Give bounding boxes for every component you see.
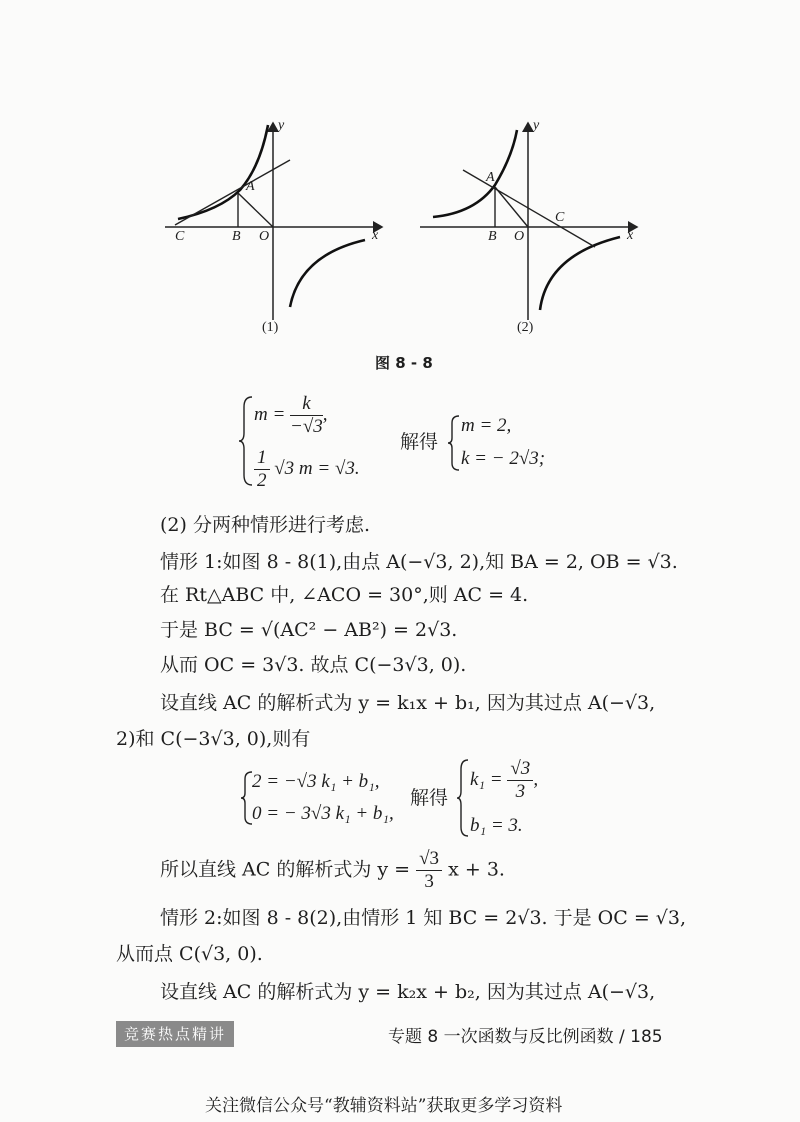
sys2-r1-fraction xyxy=(507,758,533,803)
system2-result2: b₁ = 3. xyxy=(470,815,523,836)
label-x-2: x xyxy=(627,228,634,243)
p8-rhs: x + 3. xyxy=(448,858,505,881)
figure-panel-2 xyxy=(415,115,645,330)
sys1-l1-lhs: m = xyxy=(254,403,291,425)
sys1-l1-den: −√3 xyxy=(290,416,323,437)
sys2-r1-den: 3 xyxy=(515,781,526,802)
system2-result1 xyxy=(470,758,538,803)
system1-result2: k = − 2√3; xyxy=(461,448,546,469)
label-o-2: O xyxy=(514,229,525,244)
label-c-2: C xyxy=(555,210,565,225)
system2-solve: 解得 xyxy=(410,787,449,809)
label-y-2: y xyxy=(533,118,540,133)
p8-lhs: 所以直线 AC 的解析式为 y = xyxy=(160,858,417,881)
label-c-1: C xyxy=(175,229,185,244)
sys1-l2-fraction xyxy=(254,447,270,492)
para-oc: 从而 OC = 3√3. 故点 C(−3√3, 0). xyxy=(160,654,467,676)
system2-line1: 2 = −√3 k₁ + b₁, xyxy=(252,771,380,792)
sys1-l1-num: k xyxy=(290,393,323,416)
system1-line2 xyxy=(254,447,360,492)
system1-solve: 解得 xyxy=(400,431,439,453)
para-case2: 情形 2:如图 8 - 8(2),由情形 1 知 BC = 2√3. 于是 OC = √3, xyxy=(160,907,687,929)
bottom-note: 关注微信公众号“教辅资料站”获取更多学习资料 xyxy=(205,1096,563,1116)
segment-ao xyxy=(238,193,273,227)
hyperbola-branch-lower-right xyxy=(540,237,620,310)
left-brace-1 xyxy=(238,395,254,487)
para-bc: 于是 BC = √(AC² − AB²) = 2√3. xyxy=(160,619,458,641)
para-case2-c: 从而点 C(√3, 0). xyxy=(116,943,263,965)
sys2-r1-num: √3 xyxy=(507,758,533,781)
sys1-l2-rest: √3 m = √3. xyxy=(274,457,360,479)
p8-fraction xyxy=(416,848,442,893)
para-line-ac-2: 设直线 AC 的解析式为 y = k₂x + b₂, 因为其过点 A(−√3, xyxy=(160,981,656,1003)
sys1-l1-end: , xyxy=(322,403,328,425)
system1-result1: m = 2, xyxy=(461,415,512,436)
para-line-ac-cont: 2)和 C(−3√3, 0),则有 xyxy=(116,728,311,750)
system2-line2: 0 = − 3√3 k₁ + b₁, xyxy=(252,803,394,824)
sys2-r1-lhs: k₁ = xyxy=(470,768,508,790)
p8-den: 3 xyxy=(424,871,434,892)
label-a-2: A xyxy=(486,170,495,185)
label-x-1: x xyxy=(372,228,379,243)
p8-num: √3 xyxy=(416,848,442,871)
sys1-l2-den: 2 xyxy=(257,470,267,491)
para-rt-triangle: 在 Rt△ABC 中, ∠ACO = 30°,则 AC = 4. xyxy=(160,584,529,606)
figure-caption: 图 8 - 8 xyxy=(375,354,433,372)
left-brace-1b xyxy=(447,414,461,472)
para-ac-result xyxy=(160,848,505,893)
segment-ao xyxy=(495,187,528,227)
label-b-2: B xyxy=(488,229,497,244)
page-footer: 专题 8 一次函数与反比例函数 / 185 xyxy=(388,1027,663,1047)
panel-1-label: (1) xyxy=(262,320,279,335)
para-line-ac: 设直线 AC 的解析式为 y = k₁x + b₁, 因为其过点 A(−√3, xyxy=(160,692,656,714)
hyperbola-branch-upper-left xyxy=(433,130,517,217)
sys2-r1-end: , xyxy=(533,768,539,790)
label-y-1: y xyxy=(278,118,285,133)
para-cases: (2) 分两种情形进行考虑. xyxy=(160,514,370,536)
section-badge: 竞赛热点精讲 xyxy=(116,1021,234,1047)
hyperbola-branch-upper-left xyxy=(178,125,268,219)
system1-line1 xyxy=(254,393,328,438)
left-brace-2b xyxy=(456,758,470,838)
label-b-1: B xyxy=(232,229,241,244)
sys1-l2-num: 1 xyxy=(254,447,270,470)
hyperbola-branch-lower-right xyxy=(290,240,365,307)
sys1-l1-fraction xyxy=(290,393,323,438)
label-o-1: O xyxy=(259,229,270,244)
panel-2-label: (2) xyxy=(517,320,534,335)
line-ac xyxy=(463,170,595,247)
label-a-1: A xyxy=(246,179,255,194)
figure-panel-1 xyxy=(160,115,390,330)
para-case1: 情形 1:如图 8 - 8(1),由点 A(−√3, 2),知 BA = 2, OB = √3. xyxy=(160,551,678,573)
